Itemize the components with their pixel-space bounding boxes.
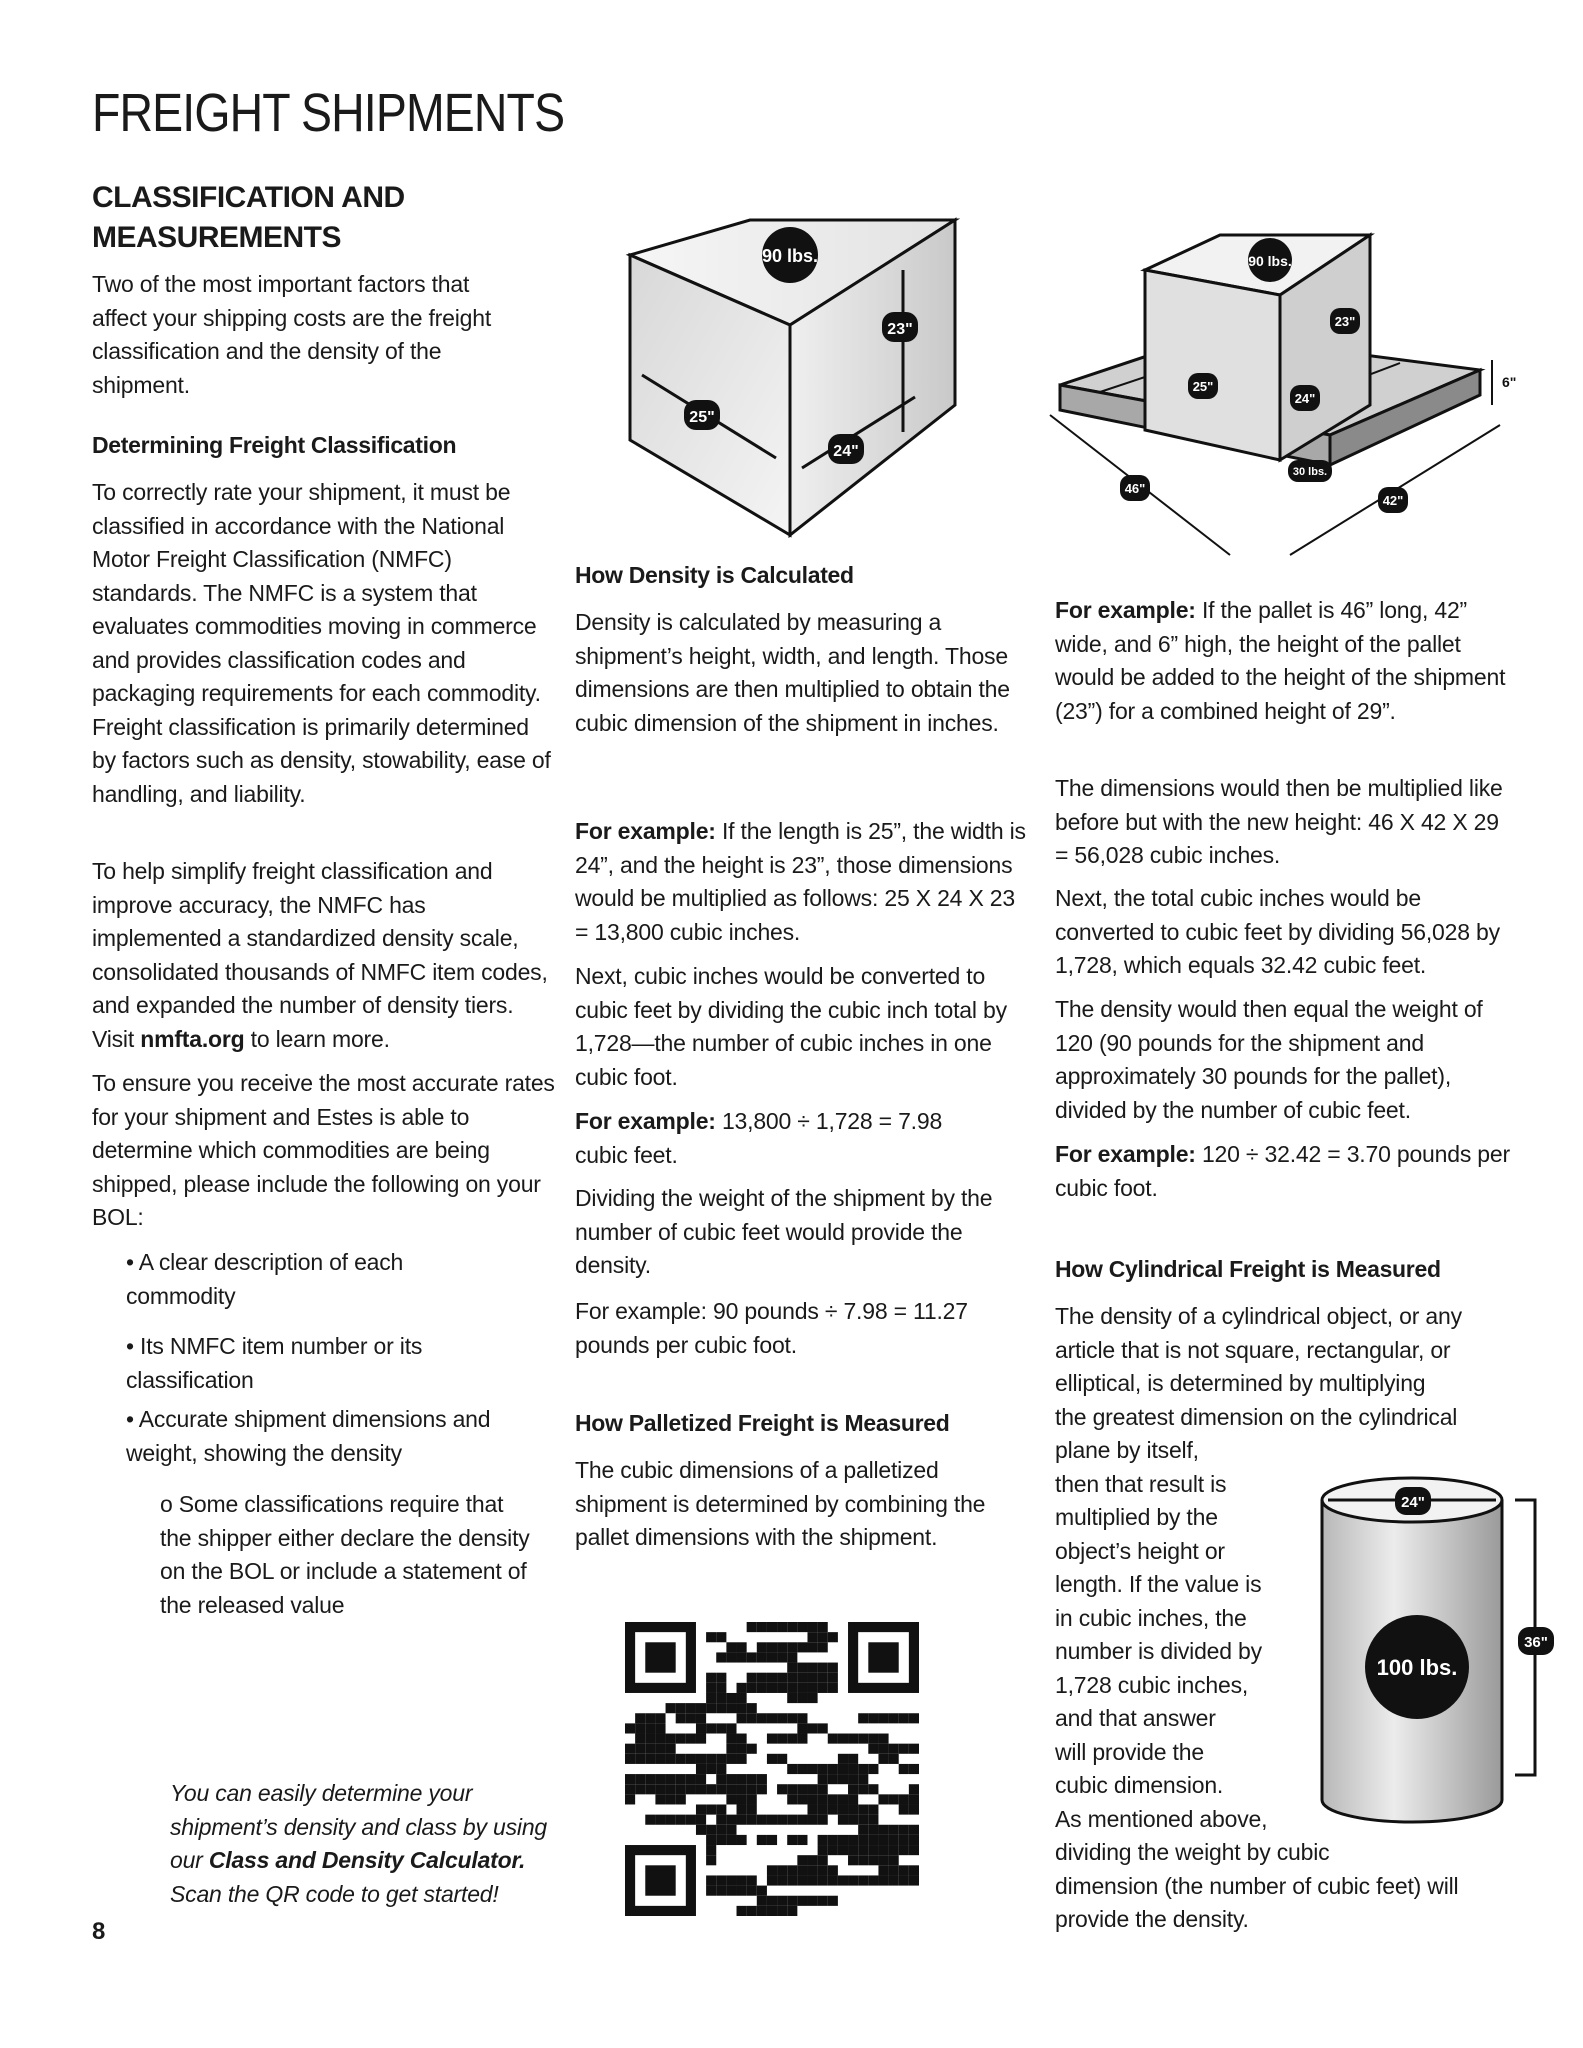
page-number: 8 <box>92 1918 106 1945</box>
example-text: 13,800 ÷ 1,728 = 7.98 cubic feet. <box>575 1108 943 1168</box>
pallet-box-left <box>1145 270 1280 460</box>
palletized-paragraph-4: The density would then equal the weight of 120 (90 pounds for the shipment and approximately 30 pounds for the pallet), divided by the number of cubic feet. <box>1055 996 1483 1123</box>
example-label: For example: <box>575 818 716 844</box>
length-label: 25" <box>689 409 715 426</box>
classification-heading: Determining Freight Classification <box>92 432 457 458</box>
cyl-line: length. If the value is <box>1055 1571 1262 1597</box>
example-label: For example: <box>1055 1141 1196 1167</box>
height-label: 23" <box>887 321 913 338</box>
palletized-example-1 <box>1055 594 1525 728</box>
classification-paragraph-1: To correctly rate your shipment, it must be classified in accordance with the National Motor Freight Classification (NMFC) standards. The NMFC is a system that evaluates commodities moving in commerce and provides classification codes and packaging requirements for each commodity. Freight classification is primarily determined by factors such as density, stowability, ease of handling, and liability. <box>92 479 551 807</box>
pallet-42-label: 42" <box>1382 493 1404 508</box>
cylinder-weight-label: 100 lbs. <box>1376 1655 1458 1680</box>
sub-bullet-released-value: o Some classifications require that the shipper either declare the density on the BOL or include a statement of the released value <box>160 1491 530 1618</box>
example-text: If the length is 25”, the width is 24”, and the height is 23”, those dimensions would be multiplied as follows: 25 X 24 X 23 = 13,800 cubic inches. <box>575 818 1026 945</box>
density-paragraph-4: For example: 90 pounds ÷ 7.98 = 11.27 pounds per cubic foot. <box>575 1298 968 1358</box>
box-illustration <box>600 200 980 540</box>
p2-text-pre: To help simplify freight classification and improve accuracy, the NMFC has implemented a standardized density scale, consolidated thousands of NMFC item codes, and expanded the number of density tiers. Visit <box>92 858 548 1052</box>
pallet-length-label: 25" <box>1192 379 1214 394</box>
pallet-6-label: 6" <box>1502 374 1517 390</box>
cyl-line: in cubic inches, the <box>1055 1604 1247 1631</box>
density-example-1 <box>575 815 1030 949</box>
pallet-46-label: 46" <box>1124 481 1146 496</box>
cyl-line: As mentioned above, <box>1055 1805 1268 1832</box>
cyl-line: will provide the <box>1055 1738 1204 1765</box>
bullet-description: • A clear description of each commodity <box>126 1249 404 1309</box>
example-label: For example: <box>575 1108 716 1134</box>
density-paragraph-1: Density is calculated by measuring a shipment’s height, width, and length. Those dimensions are then multiplied to obtain the cubic dimension of the shipment in inches. <box>575 609 1010 736</box>
density-paragraph-2: Next, cubic inches would be converted to cubic feet by dividing the cubic inch total by 1,728—the number of cubic inches in one cubic foot. <box>575 963 1007 1090</box>
pallet-height-label: 23" <box>1334 314 1356 329</box>
cyl-line: dividing the weight by cubic <box>1055 1839 1330 1865</box>
cylinder-illustration <box>1310 1455 1560 1855</box>
intro-paragraph: Two of the most important factors that affect your shipping costs are the freight classification and the density of the shipment. <box>92 271 492 398</box>
calculator-note-pre: You can easily determine your shipment’s density and class by using our <box>170 1780 547 1873</box>
nmfta-link[interactable]: nmfta.org <box>140 1025 245 1052</box>
palletized-paragraph-2: The dimensions would then be multiplied like before but with the new height: 46 X 42 X 29 = 56,028 cubic inches. <box>1055 775 1503 868</box>
classification-paragraph-2 <box>92 855 557 1056</box>
palletized-paragraph-3: Next, the total cubic inches would be converted to cubic feet by dividing 56,028 by 1,728, which equals 32.42 cubic feet. <box>1055 885 1500 978</box>
pallet-illustration <box>1040 225 1520 585</box>
density-paragraph-3: Dividing the weight of the shipment by the number of cubic feet would provide the density. <box>575 1185 993 1278</box>
cyl-line: provide the density. <box>1055 1906 1249 1932</box>
cyl-line: object’s height or <box>1055 1537 1225 1564</box>
diameter-label: 24" <box>1401 1494 1425 1511</box>
palletized-paragraph-1: The cubic dimensions of a palletized shipment is determined by combining the pallet dimensions with the shipment. <box>575 1457 986 1550</box>
class-density-calculator-link[interactable]: Class and Density Calculator. <box>208 1847 526 1873</box>
cyl-line: number is divided by <box>1055 1638 1262 1664</box>
cyl-line: article that is not square, rectangular, or <box>1055 1336 1451 1363</box>
calculator-note <box>170 1777 580 1911</box>
cyl-line: multiplied by the <box>1055 1504 1218 1530</box>
cyl-line: then that result is <box>1055 1470 1227 1497</box>
weight-label: 90 lbs. <box>761 246 819 266</box>
density-example-2 <box>575 1105 975 1172</box>
cylinder-height-label: 36" <box>1524 1634 1548 1651</box>
cyl-line: dimension (the number of cubic feet) will <box>1055 1872 1459 1899</box>
example-label: For example: <box>1055 597 1196 623</box>
cyl-line: the greatest dimension on the cylindrical <box>1055 1403 1458 1430</box>
p2-text-post: to learn more. <box>244 1025 390 1052</box>
width-label: 24" <box>833 443 859 460</box>
pallet-weight-label: 90 lbs. <box>1248 253 1292 269</box>
cyl-line: The density of a cylindrical object, or any <box>1055 1303 1462 1329</box>
pallet-weight-30-label: 30 lbs. <box>1292 466 1328 478</box>
example-text: If the pallet is 46” long, 42” wide, and 6” high, the height of the pallet would be added to the height of the shipment (23”) for a combined height of 29”. <box>1055 597 1506 724</box>
classification-paragraph-3: To ensure you receive the most accurate rates for your shipment and Estes is able to determine which commodities are being shipped, please include the following on your BOL: <box>92 1070 555 1230</box>
density-heading: How Density is Calculated <box>575 562 854 588</box>
cyl-line: 1,728 cubic inches, <box>1055 1671 1249 1698</box>
page-title: FREIGHT SHIPMENTS <box>92 83 565 143</box>
bullet-nmfc-number: • Its NMFC item number or its classification <box>126 1333 423 1393</box>
cylindrical-heading: How Cylindrical Freight is Measured <box>1055 1256 1441 1282</box>
qr-code[interactable] <box>625 1622 919 1916</box>
bullet-dimensions: • Accurate shipment dimensions and weight, showing the density <box>126 1406 491 1466</box>
palletized-example-2 <box>1055 1138 1525 1205</box>
calculator-note-post: Scan the QR code to get started! <box>170 1880 499 1907</box>
cyl-line: elliptical, is determined by multiplying <box>1055 1370 1426 1396</box>
cyl-line: and that answer <box>1055 1705 1216 1731</box>
section-title: CLASSIFICATION AND MEASUREMENTS <box>92 181 405 254</box>
cyl-line: plane by itself, <box>1055 1437 1199 1463</box>
cyl-line: cubic dimension. <box>1055 1772 1224 1798</box>
example-text: 120 ÷ 32.42 = 3.70 pounds per cubic foot. <box>1055 1141 1510 1201</box>
palletized-heading: How Palletized Freight is Measured <box>575 1410 950 1436</box>
pallet-width-label: 24" <box>1294 391 1316 406</box>
